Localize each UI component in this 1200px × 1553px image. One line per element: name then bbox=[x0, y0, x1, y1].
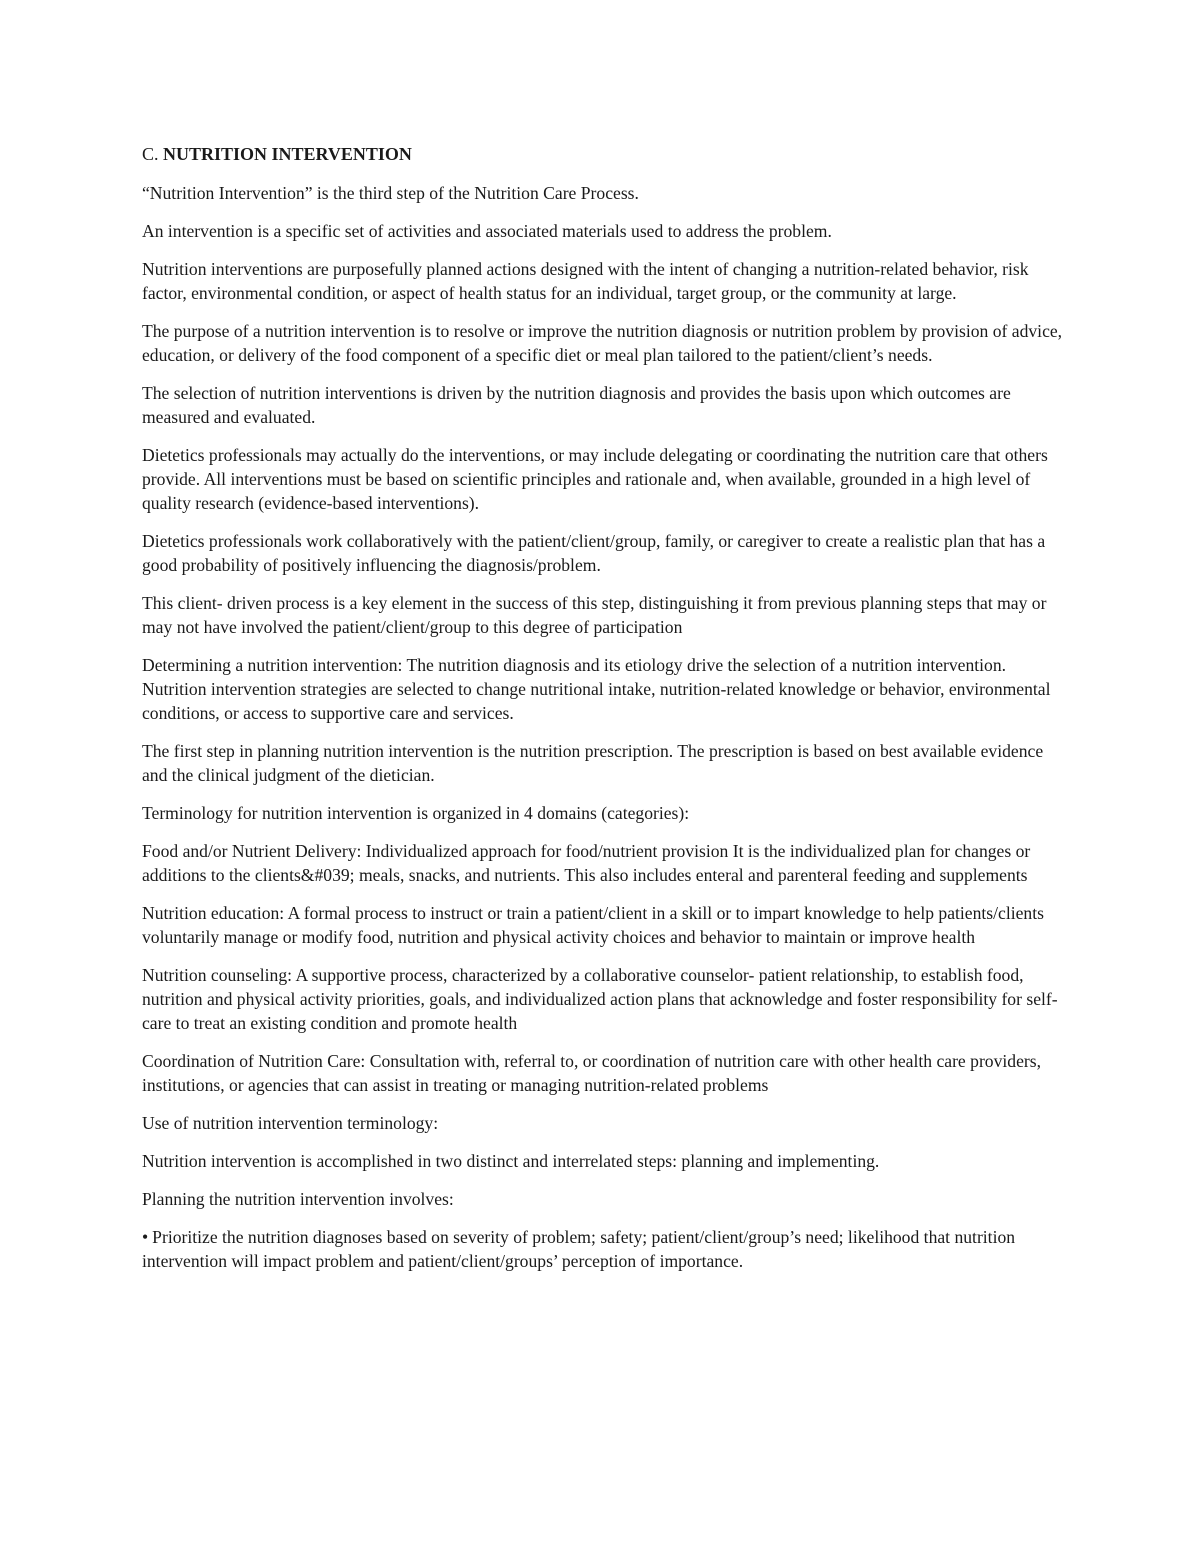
paragraph: An intervention is a specific set of activities and associated materials used to address the problem. bbox=[142, 221, 832, 241]
paragraph: Nutrition education: A formal process to instruct or train a patient/client in a skill or to impart knowledge to help patients/clients voluntarily manage or modify food, nutrition and physical activity choices and behavior to maintain or improve health bbox=[142, 903, 1044, 947]
paragraph: Dietetics professionals may actually do the interventions, or may include delegating or coordinating the nutrition care that others provide. All interventions must be based on scientific principles and rationale and, when available, grounded in a high level of quality research (evidence-based interventions). bbox=[142, 445, 1048, 513]
paragraph: “Nutrition Intervention” is the third step of the Nutrition Care Process. bbox=[142, 183, 639, 203]
bullet-text: Prioritize the nutrition diagnoses based on severity of problem; safety; patient/client/group’s need; likelihood that nutrition intervention will impact problem and patient/client/groups’ perception of importance. bbox=[142, 1227, 1016, 1271]
section-heading-prefix: C. bbox=[142, 144, 164, 164]
paragraph: This client- driven process is a key element in the success of this step, distinguishing it from previous planning steps that may or may not have involved the patient/client/group to this degree of participation bbox=[142, 593, 1047, 637]
paragraph: The selection of nutrition interventions is driven by the nutrition diagnosis and provides the basis upon which outcomes are measured and evaluated. bbox=[142, 383, 1011, 427]
section-heading-title: NUTRITION INTERVENTION bbox=[163, 144, 412, 164]
paragraph: Use of nutrition intervention terminology: bbox=[142, 1113, 439, 1133]
document-body bbox=[142, 141, 1064, 1287]
section-heading bbox=[142, 141, 1064, 167]
paragraph: Nutrition counseling: A supportive process, characterized by a collaborative counselor- patient relationship, to establish food, nutrition and physical activity priorities, goals, and individualized action plans that acknowledge and foster responsibility for self-care to treat an existing condition and promote health bbox=[142, 965, 1058, 1033]
paragraph: Coordination of Nutrition Care: Consultation with, referral to, or coordination of nutrition care with other health care providers, institutions, or agencies that can assist in treating or managing nutrition-related problems bbox=[142, 1051, 1041, 1095]
paragraph: Nutrition intervention is accomplished in two distinct and interrelated steps: planning and implementing. bbox=[142, 1151, 880, 1171]
paragraph: Planning the nutrition intervention involves: bbox=[142, 1189, 454, 1209]
paragraph: The purpose of a nutrition intervention is to resolve or improve the nutrition diagnosis or nutrition problem by provision of advice, education, or delivery of the food component of a specific diet or meal plan tailored to the patient/client’s needs. bbox=[142, 321, 1063, 365]
bullet-item bbox=[142, 1225, 1064, 1273]
paragraph: The first step in planning nutrition intervention is the nutrition prescription. The prescription is based on best available evidence and the clinical judgment of the dietician. bbox=[142, 741, 1044, 785]
paragraph: Determining a nutrition intervention: The nutrition diagnosis and its etiology drive the selection of a nutrition intervention. Nutrition intervention strategies are selected to change nutritional intake, nutrition-related knowledge or behavior, environmental conditions, or access to supportive care and services. bbox=[142, 655, 1051, 723]
paragraph: Food and/or Nutrient Delivery: Individualized approach for food/nutrient provision It is the individualized plan for changes or additions to the clients&#039; meals, snacks, and nutrients. This also includes enteral and parenteral feeding and supplements bbox=[142, 841, 1031, 885]
paragraph: Terminology for nutrition intervention is organized in 4 domains (categories): bbox=[142, 803, 690, 823]
bullet-icon: • bbox=[142, 1227, 149, 1247]
paragraph: Dietetics professionals work collaboratively with the patient/client/group, family, or caregiver to create a realistic plan that has a good probability of positively influencing the diagnosis/problem. bbox=[142, 531, 1046, 575]
paragraph: Nutrition interventions are purposefully planned actions designed with the intent of changing a nutrition-related behavior, risk factor, environmental condition, or aspect of health status for an individual, target group, or the community at large. bbox=[142, 259, 1029, 303]
